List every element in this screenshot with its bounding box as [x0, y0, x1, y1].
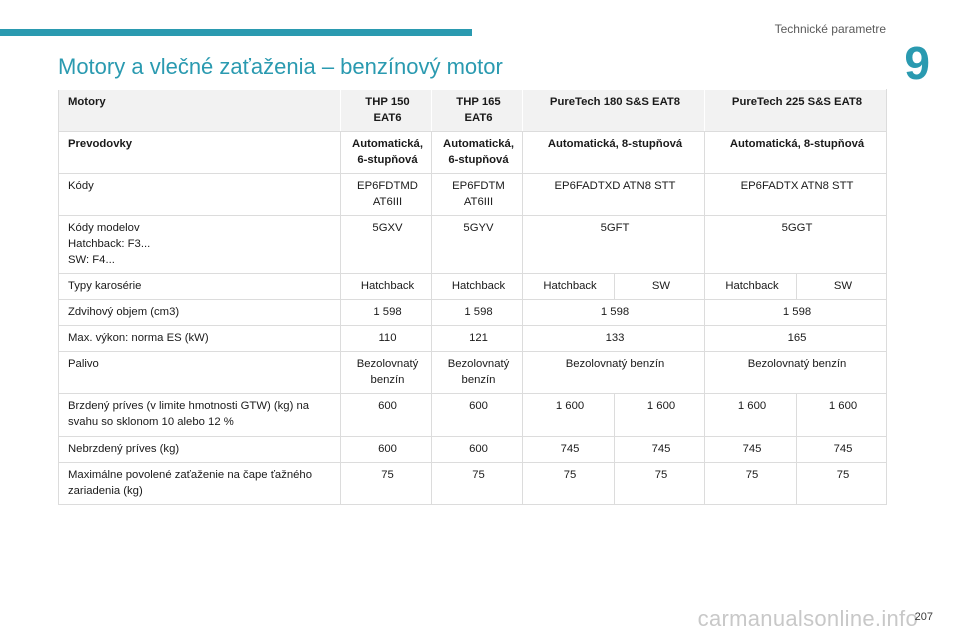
table-cell: Bezolovnatý benzín [432, 352, 523, 394]
watermark: carmanualsonline.info [697, 606, 918, 631]
table-cell: 5GYV [432, 216, 523, 274]
page-number: 207 [914, 611, 933, 623]
table-cell: EP6FDTM AT6III [432, 174, 523, 216]
row-label: Palivo [59, 352, 341, 394]
table-row-prevodovky [59, 132, 887, 174]
table-cell: 1 598 [523, 300, 705, 326]
table-cell: 75 [432, 462, 523, 504]
table-cell: 133 [523, 326, 705, 352]
table-cell: 5GXV [341, 216, 432, 274]
table-cell: 5GFT [523, 216, 705, 274]
table-cell: Bezolovnatý benzín [523, 352, 705, 394]
table-cell: SW [797, 274, 887, 300]
table-cell: Hatchback [523, 274, 615, 300]
table-cell: 1 600 [797, 394, 887, 436]
row-label-line: Hatchback: F3... [68, 238, 151, 251]
table-row-motory [59, 90, 887, 132]
table-row-max-vykon [59, 326, 887, 352]
header-accent-bar [0, 29, 472, 36]
table-cell: 745 [705, 436, 797, 462]
table-cell: Automatická, 6-stupňová [432, 132, 523, 174]
table-cell: 110 [341, 326, 432, 352]
table-cell: 745 [523, 436, 615, 462]
row-label: Nebrzdený príves (kg) [59, 436, 341, 462]
table-row-zdvihovy-objem [59, 300, 887, 326]
table-row-brzdeny-prives [59, 394, 887, 436]
table-row-palivo [59, 352, 887, 394]
table-row-kody-modelov [59, 216, 887, 274]
table-cell: 745 [615, 436, 705, 462]
table-cell: Hatchback [432, 274, 523, 300]
page-title: Motory a vlečné zaťaženia – benzínový motor [58, 54, 503, 79]
table-cell: 1 598 [432, 300, 523, 326]
table-cell: 745 [797, 436, 887, 462]
table-cell: 600 [432, 394, 523, 436]
table-cell: SW [615, 274, 705, 300]
table-cell: 600 [341, 394, 432, 436]
table-cell: Hatchback [705, 274, 797, 300]
table-cell: 600 [432, 436, 523, 462]
table-cell: Automatická, 8-stupňová [705, 132, 887, 174]
table-cell: 75 [797, 462, 887, 504]
row-label: Zdvihový objem (cm3) [59, 300, 341, 326]
row-label: Prevodovky [59, 132, 341, 174]
table-cell: 1 598 [341, 300, 432, 326]
row-label: Kódy [59, 174, 341, 216]
table-cell: 5GGT [705, 216, 887, 274]
table-row-typy-karoserie [59, 274, 887, 300]
table-cell: 75 [705, 462, 797, 504]
row-label: Maximálne povolené zaťaženie na čape ťažného zariadenia (kg) [59, 462, 341, 504]
table-cell: 1 598 [705, 300, 887, 326]
table-row-max-zatazenie [59, 462, 887, 504]
chapter-number: 9 [904, 37, 930, 89]
table-cell: Automatická, 6-stupňová [341, 132, 432, 174]
table-cell: 75 [341, 462, 432, 504]
table-cell: 1 600 [705, 394, 797, 436]
row-label: Max. výkon: norma ES (kW) [59, 326, 341, 352]
table-cell: EP6FADTXD ATN8 STT [523, 174, 705, 216]
table-cell: 121 [432, 326, 523, 352]
table-cell: PureTech 225 S&S EAT8 [705, 90, 887, 132]
table-cell: Bezolovnatý benzín [705, 352, 887, 394]
table-cell: PureTech 180 S&S EAT8 [523, 90, 705, 132]
table-cell: 600 [341, 436, 432, 462]
table-cell: THP 165 EAT6 [432, 90, 523, 132]
table-cell: Hatchback [341, 274, 432, 300]
row-label-line: Kódy modelov [68, 222, 140, 235]
table-cell: 165 [705, 326, 887, 352]
row-label-line: SW: F4... [68, 254, 115, 267]
table-cell: 75 [615, 462, 705, 504]
row-label: Typy karosérie [59, 274, 341, 300]
section-title: Technické parametre [774, 22, 886, 36]
table-row-kody [59, 174, 887, 216]
table-cell: THP 150 EAT6 [341, 90, 432, 132]
table-cell: 75 [523, 462, 615, 504]
table-row-nebrzdeny-prives [59, 436, 887, 462]
table-cell: Automatická, 8-stupňová [523, 132, 705, 174]
table-cell: 1 600 [523, 394, 615, 436]
table-cell: EP6FADTX ATN8 STT [705, 174, 887, 216]
table-cell: Bezolovnatý benzín [341, 352, 432, 394]
table-cell: 1 600 [615, 394, 705, 436]
row-label [59, 216, 341, 274]
row-label: Brzdený príves (v limite hmotnosti GTW) (kg) na svahu so sklonom 10 alebo 12 % [59, 394, 341, 436]
table-cell: EP6FDTMD AT6III [341, 174, 432, 216]
engine-spec-table [58, 89, 887, 505]
row-label: Motory [59, 90, 341, 132]
